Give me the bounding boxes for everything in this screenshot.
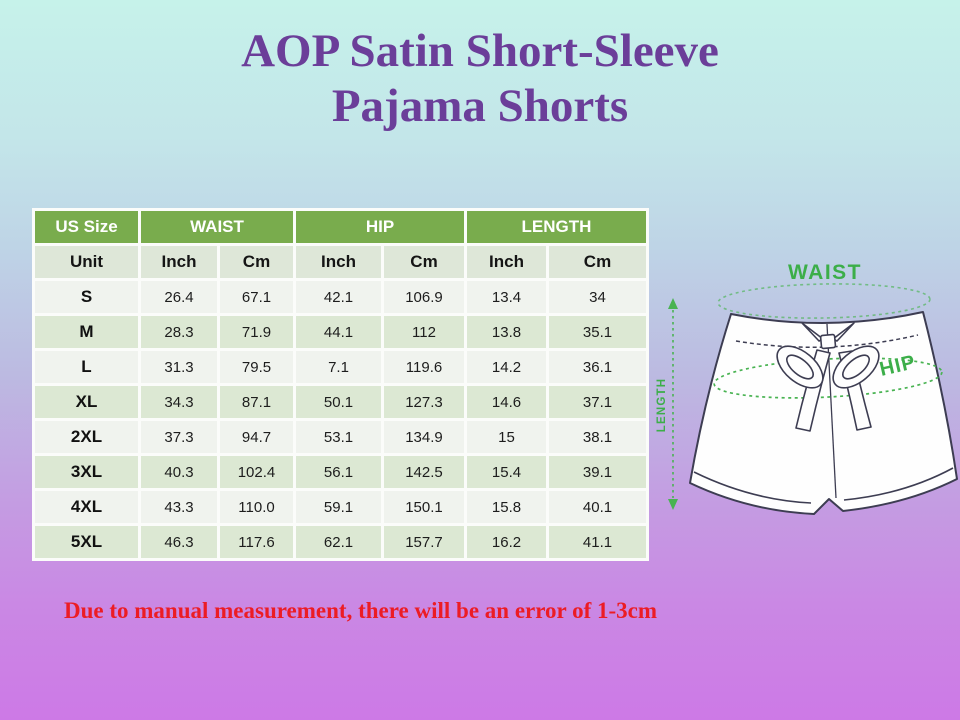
- header-waist: WAIST: [141, 211, 293, 243]
- header-length: LENGTH: [467, 211, 646, 243]
- value-cell: 94.7: [220, 421, 293, 453]
- size-table-header: [35, 211, 646, 278]
- value-cell: 102.4: [220, 456, 293, 488]
- value-cell: 34.3: [141, 386, 217, 418]
- length-measure: [668, 298, 678, 510]
- value-cell: 46.3: [141, 526, 217, 558]
- value-cell: 134.9: [384, 421, 464, 453]
- page-title: [0, 24, 960, 134]
- size-label-cell: 3XL: [35, 456, 138, 488]
- page-title-line2: Pajama Shorts: [331, 80, 629, 132]
- table-row: [35, 491, 646, 523]
- measurement-error-note: Due to manual measurement, there will be an error of 1-3cm: [64, 598, 658, 623]
- value-cell: 36.1: [549, 351, 646, 383]
- value-cell: 14.2: [467, 351, 546, 383]
- size-label-cell: L: [35, 351, 138, 383]
- value-cell: 39.1: [549, 456, 646, 488]
- value-cell: 106.9: [384, 281, 464, 313]
- page-title-line1: AOP Satin Short-Sleeve: [241, 25, 719, 77]
- table-row: [35, 351, 646, 383]
- value-cell: 59.1: [296, 491, 381, 523]
- table-row: [35, 456, 646, 488]
- unit-cell: Unit: [35, 246, 138, 278]
- value-cell: 53.1: [296, 421, 381, 453]
- value-cell: 41.1: [549, 526, 646, 558]
- size-label-cell: 4XL: [35, 491, 138, 523]
- value-cell: 43.3: [141, 491, 217, 523]
- size-table-body: [35, 281, 646, 558]
- value-cell: 50.1: [296, 386, 381, 418]
- value-cell: 157.7: [384, 526, 464, 558]
- unit-cell: Inch: [296, 246, 381, 278]
- group-header-row: [35, 211, 646, 243]
- value-cell: 7.1: [296, 351, 381, 383]
- value-cell: 16.2: [467, 526, 546, 558]
- value-cell: 28.3: [141, 316, 217, 348]
- size-table: [32, 208, 649, 561]
- value-cell: 15: [467, 421, 546, 453]
- header-us-size: US Size: [35, 211, 138, 243]
- hip-label: HIP: [877, 351, 918, 381]
- unit-cell: Inch: [467, 246, 546, 278]
- waist-measure-ellipse: [718, 282, 931, 320]
- shorts-measurement-diagram: [645, 250, 960, 535]
- value-cell: 71.9: [220, 316, 293, 348]
- size-label-cell: 2XL: [35, 421, 138, 453]
- value-cell: 37.3: [141, 421, 217, 453]
- table-row: [35, 421, 646, 453]
- value-cell: 13.8: [467, 316, 546, 348]
- table-row: [35, 526, 646, 558]
- value-cell: 127.3: [384, 386, 464, 418]
- header-hip: HIP: [296, 211, 464, 243]
- value-cell: 44.1: [296, 316, 381, 348]
- value-cell: 13.4: [467, 281, 546, 313]
- size-label-cell: XL: [35, 386, 138, 418]
- arrow-up-icon: [668, 298, 678, 309]
- value-cell: 37.1: [549, 386, 646, 418]
- table-row: [35, 386, 646, 418]
- value-cell: 112: [384, 316, 464, 348]
- value-cell: 34: [549, 281, 646, 313]
- unit-cell: Cm: [384, 246, 464, 278]
- value-cell: 117.6: [220, 526, 293, 558]
- size-label-cell: 5XL: [35, 526, 138, 558]
- value-cell: 79.5: [220, 351, 293, 383]
- waist-label: WAIST: [788, 261, 862, 284]
- size-label-cell: S: [35, 281, 138, 313]
- value-cell: 31.3: [141, 351, 217, 383]
- length-label: LENGTH: [656, 377, 668, 433]
- value-cell: 119.6: [384, 351, 464, 383]
- unit-cell: Cm: [549, 246, 646, 278]
- value-cell: 40.1: [549, 491, 646, 523]
- value-cell: 26.4: [141, 281, 217, 313]
- value-cell: 67.1: [220, 281, 293, 313]
- value-cell: 142.5: [384, 456, 464, 488]
- table-row: [35, 316, 646, 348]
- value-cell: 35.1: [549, 316, 646, 348]
- value-cell: 150.1: [384, 491, 464, 523]
- arrow-down-icon: [668, 499, 678, 510]
- table-row: [35, 281, 646, 313]
- value-cell: 15.8: [467, 491, 546, 523]
- size-label-cell: M: [35, 316, 138, 348]
- value-cell: 40.3: [141, 456, 217, 488]
- unit-cell: Cm: [220, 246, 293, 278]
- value-cell: 110.0: [220, 491, 293, 523]
- value-cell: 15.4: [467, 456, 546, 488]
- value-cell: 14.6: [467, 386, 546, 418]
- value-cell: 56.1: [296, 456, 381, 488]
- value-cell: 38.1: [549, 421, 646, 453]
- unit-header-row: [35, 246, 646, 278]
- value-cell: 62.1: [296, 526, 381, 558]
- unit-cell: Inch: [141, 246, 217, 278]
- value-cell: 87.1: [220, 386, 293, 418]
- value-cell: 42.1: [296, 281, 381, 313]
